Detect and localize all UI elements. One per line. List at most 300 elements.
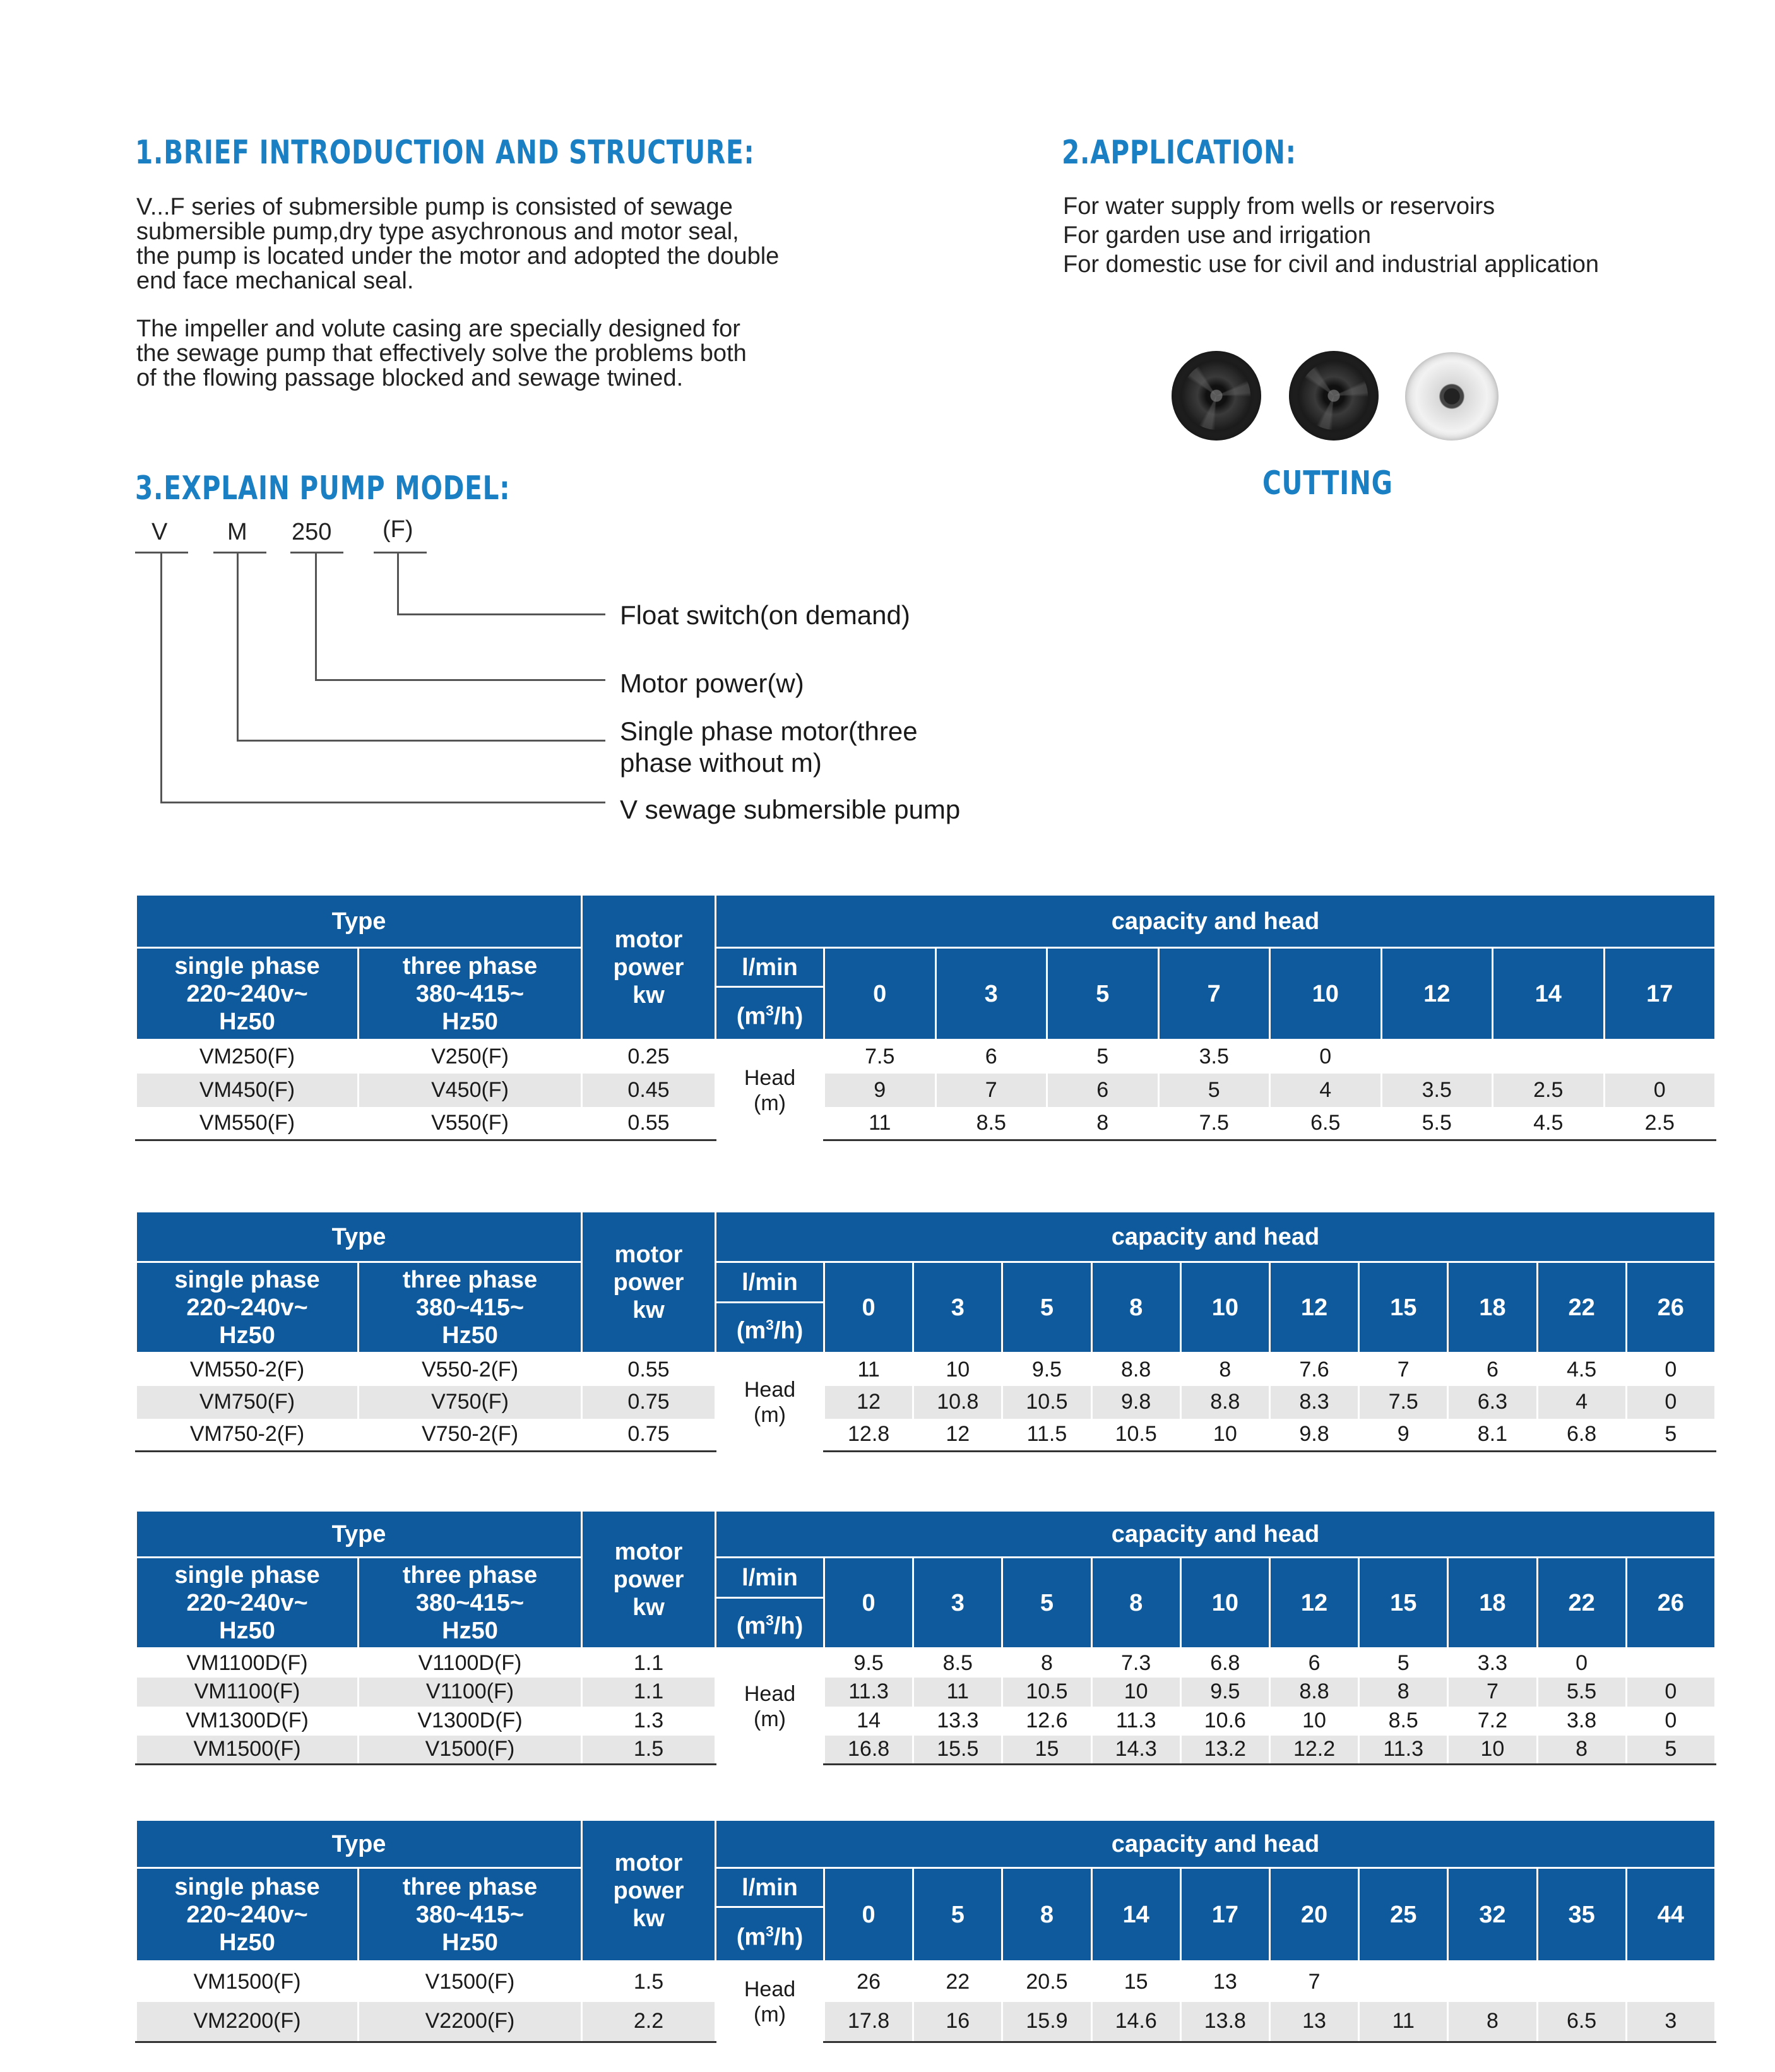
intro-p2-line: the sewage pump that effectively solve the problems both	[136, 340, 747, 367]
head-value: 6	[935, 1040, 1047, 1074]
flow-header: 0	[824, 1262, 913, 1353]
head-value: 8.5	[1359, 1707, 1448, 1736]
single-phase-header	[136, 948, 359, 1040]
head-value: 4	[1537, 1386, 1626, 1419]
intro-p1-line: end face mechanical seal.	[136, 268, 414, 294]
flow-header: 15	[1359, 1262, 1448, 1353]
head-value: 9.5	[1002, 1353, 1091, 1386]
single-phase-model: VM1300D(F)	[136, 1707, 359, 1736]
head-value: 0	[1626, 1386, 1715, 1419]
three-header-line: Hz50	[442, 1322, 498, 1349]
head-value: 15	[1002, 1736, 1091, 1765]
motor-header-line: power	[613, 1566, 684, 1593]
capacity-head-header: capacity and head	[716, 1511, 1716, 1558]
flow-header: 26	[1626, 1262, 1715, 1353]
application-item: For water supply from wells or reservoirs	[1063, 193, 1495, 220]
three-header-line: three phase	[402, 1266, 538, 1293]
head-value: 9.5	[824, 1649, 913, 1678]
motor-header-line: motor	[614, 1538, 683, 1565]
label-single-phase-2: phase without m)	[620, 748, 822, 778]
flow-header: 3	[935, 948, 1047, 1040]
head-value: 9.5	[1180, 1678, 1269, 1707]
head-value: 12	[913, 1419, 1002, 1452]
motor-header-line: kw	[632, 981, 665, 1009]
head-value: 6.8	[1537, 1419, 1626, 1452]
single-phase-model: VM750(F)	[136, 1386, 359, 1419]
three-phase-header	[359, 1868, 582, 1962]
head-value: 10	[1180, 1419, 1269, 1452]
head-value: 13	[1180, 1962, 1269, 2002]
head-value: 15.9	[1002, 2002, 1091, 2042]
flow-header: 8	[1091, 1558, 1180, 1649]
m3h-header	[716, 1598, 824, 1649]
intro-p1-line: V...F series of submersible pump is consisted of sewage	[136, 194, 733, 220]
head-value: 3.3	[1448, 1649, 1537, 1678]
flow-header: 3	[913, 1262, 1002, 1353]
head-label-line: (m)	[754, 1403, 786, 1428]
head-value: 8.3	[1269, 1386, 1358, 1419]
head-value: 2.5	[1493, 1074, 1605, 1107]
flow-header: 5	[1047, 948, 1159, 1040]
head-value: 16	[913, 2002, 1002, 2042]
m3h-text: (m	[736, 1613, 766, 1640]
single-header-line: 220~240v~	[186, 980, 308, 1007]
head-value: 10.5	[1091, 1419, 1180, 1452]
model-letter-250: 250	[292, 519, 332, 545]
intro-title: 1.BRIEF INTRODUCTION AND STRUCTURE:	[135, 134, 755, 172]
three-phase-model: V450(F)	[359, 1074, 582, 1107]
flow-header: 15	[1359, 1558, 1448, 1649]
capacity-head-header: capacity and head	[716, 895, 1716, 948]
model-underline-m	[213, 552, 266, 554]
motor-header-line: kw	[632, 1296, 665, 1323]
model-letter-f: (F)	[383, 516, 413, 543]
three-phase-header	[359, 948, 582, 1040]
head-value: 11.3	[1091, 1707, 1180, 1736]
head-value: 6.5	[1270, 1107, 1382, 1140]
m3h-header	[716, 987, 824, 1040]
head-value: 8.1	[1448, 1419, 1537, 1452]
motor-power-header	[582, 895, 716, 1040]
capacity-head-header: capacity and head	[716, 1212, 1716, 1262]
single-phase-header	[136, 1262, 359, 1353]
m3h-text: (m	[736, 1924, 766, 1951]
flow-header: 26	[1626, 1558, 1715, 1649]
head-value: 13	[1269, 2002, 1358, 2042]
intro-p2-line: of the flowing passage blocked and sewage twined.	[136, 365, 684, 391]
head-value: 26	[824, 1962, 913, 2002]
head-value: 5.5	[1381, 1107, 1493, 1140]
type-header: Type	[136, 1820, 582, 1868]
motor-header-line: kw	[632, 1594, 665, 1621]
motor-power-value: 1.3	[582, 1707, 716, 1736]
motor-header-line: power	[613, 1877, 684, 1904]
head-value: 2.5	[1604, 1107, 1716, 1140]
intro-p1-line: submersible pump,dry type asychronous and motor seal,	[136, 218, 739, 245]
head-value: 15.5	[913, 1736, 1002, 1765]
head-value: 8.5	[935, 1107, 1047, 1140]
head-value: 6	[1269, 1649, 1358, 1678]
table-row	[136, 1074, 1716, 1107]
lmin-header: l/min	[716, 948, 824, 987]
head-value: 4.5	[1493, 1107, 1605, 1140]
flow-header: 3	[913, 1558, 1002, 1649]
head-value: 12.6	[1002, 1707, 1091, 1736]
motor-power-value: 1.5	[582, 1736, 716, 1765]
head-value: 13.8	[1180, 2002, 1269, 2042]
flow-header: 0	[824, 948, 936, 1040]
leader-250-horizontal	[315, 679, 605, 681]
flow-header: 17	[1604, 948, 1716, 1040]
flow-header: 8	[1091, 1262, 1180, 1353]
flow-header: 0	[824, 1868, 913, 1962]
m3h-superscript: 3	[766, 1316, 774, 1333]
motor-header-line: kw	[632, 1905, 665, 1932]
head-value: 11	[913, 1678, 1002, 1707]
head-value: 17.8	[824, 2002, 913, 2042]
impeller-photo-1	[1172, 351, 1261, 441]
head-value	[1604, 1040, 1716, 1074]
head-value: 7.5	[1359, 1386, 1448, 1419]
head-value: 5	[1158, 1074, 1270, 1107]
single-phase-model: VM750-2(F)	[136, 1419, 359, 1452]
head-label-line: (m)	[754, 1091, 786, 1115]
single-header-line: 220~240v~	[186, 1589, 308, 1616]
table-row	[136, 1419, 1716, 1452]
head-value: 13.2	[1180, 1736, 1269, 1765]
head-value: 7	[1448, 1678, 1537, 1707]
head-value: 9	[824, 1074, 936, 1107]
head-value: 14.3	[1091, 1736, 1180, 1765]
flow-header: 5	[913, 1868, 1002, 1962]
lmin-header: l/min	[716, 1262, 824, 1303]
three-phase-header	[359, 1558, 582, 1649]
single-phase-model: VM1500(F)	[136, 1736, 359, 1765]
head-value: 22	[913, 1962, 1002, 2002]
head-value: 20.5	[1002, 1962, 1091, 2002]
head-value: 6	[1448, 1353, 1537, 1386]
head-value: 3.5	[1158, 1040, 1270, 1074]
head-value	[1448, 1962, 1537, 2002]
table-row	[136, 1736, 1716, 1765]
intro-p1-line: the pump is located under the motor and adopted the double	[136, 243, 780, 269]
flow-header: 5	[1002, 1262, 1091, 1353]
three-phase-model: V250(F)	[359, 1040, 582, 1074]
label-single-phase-1: Single phase motor(three	[620, 716, 918, 746]
application-list	[1063, 192, 1599, 279]
three-phase-model: V550(F)	[359, 1107, 582, 1140]
single-header-line: single phase	[174, 952, 320, 980]
head-value: 7.3	[1091, 1649, 1180, 1678]
table-row	[136, 1678, 1716, 1707]
application-title: 2.APPLICATION:	[1062, 134, 1297, 172]
flow-header: 18	[1448, 1262, 1537, 1353]
table-row	[136, 1707, 1716, 1736]
head-value: 15	[1091, 1962, 1180, 2002]
head-value: 12.8	[824, 1419, 913, 1452]
three-phase-model: V550-2(F)	[359, 1353, 582, 1386]
motor-power-value: 0.55	[582, 1107, 716, 1140]
motor-power-value: 0.75	[582, 1419, 716, 1452]
head-value: 6	[1047, 1074, 1159, 1107]
table-row	[136, 2002, 1716, 2042]
spec-table-2	[135, 1211, 1716, 1452]
type-header: Type	[136, 1511, 582, 1558]
leader-m-horizontal	[237, 740, 605, 742]
head-label-line: Head	[744, 1682, 796, 1707]
three-header-line: three phase	[402, 952, 538, 980]
flow-header: 0	[824, 1558, 913, 1649]
head-value: 8	[1002, 1649, 1091, 1678]
spec-table-4	[135, 1819, 1716, 2043]
flow-header: 7	[1158, 948, 1270, 1040]
head-value: 0	[1537, 1649, 1626, 1678]
m3h-superscript: 3	[766, 1611, 774, 1628]
single-header-line: single phase	[174, 1266, 320, 1293]
head-value: 0	[1604, 1074, 1716, 1107]
table-row	[136, 1386, 1716, 1419]
head-value: 0	[1626, 1678, 1715, 1707]
model-letter-v: V	[151, 519, 168, 545]
head-value: 8	[1047, 1107, 1159, 1140]
intro-p2-line: The impeller and volute casing are specially designed for	[136, 316, 740, 342]
head-value: 4	[1270, 1074, 1382, 1107]
single-phase-model: VM550-2(F)	[136, 1353, 359, 1386]
motor-power-value: 1.5	[582, 1962, 716, 2002]
flow-header: 12	[1381, 948, 1493, 1040]
flow-header: 12	[1269, 1262, 1358, 1353]
three-header-line: 380~415~	[415, 1901, 525, 1928]
head-label-line: Head	[744, 1065, 796, 1090]
application-item: For domestic use for civil and industrial application	[1063, 251, 1600, 278]
motor-power-value: 1.1	[582, 1649, 716, 1678]
flow-header: 18	[1448, 1558, 1537, 1649]
table-row	[136, 1040, 1716, 1074]
head-value: 7	[1269, 1962, 1358, 2002]
motor-power-header	[582, 1511, 716, 1649]
three-header-line: Hz50	[442, 1929, 498, 1956]
capacity-head-header: capacity and head	[716, 1820, 1716, 1868]
motor-header-line: motor	[614, 1241, 683, 1268]
m3h-text: (m	[736, 1003, 766, 1030]
model-title: 3.EXPLAIN PUMP MODEL:	[135, 470, 511, 507]
flow-header: 22	[1537, 1558, 1626, 1649]
head-value: 7.2	[1448, 1707, 1537, 1736]
three-phase-model: V1300D(F)	[359, 1707, 582, 1736]
head-value: 8	[1359, 1678, 1448, 1707]
three-phase-model: V1500(F)	[359, 1736, 582, 1765]
head-label	[716, 1962, 824, 2042]
single-phase-model: VM450(F)	[136, 1074, 359, 1107]
impeller-photo-2	[1289, 351, 1379, 441]
leader-f-vertical	[397, 553, 399, 615]
three-phase-model: V750(F)	[359, 1386, 582, 1419]
intro-paragraph-1	[136, 195, 779, 293]
head-value: 7.6	[1269, 1353, 1358, 1386]
head-value: 12	[824, 1386, 913, 1419]
head-value: 8.8	[1180, 1386, 1269, 1419]
motor-power-value: 0.45	[582, 1074, 716, 1107]
head-label-line: (m)	[754, 1707, 786, 1732]
flow-header: 10	[1180, 1558, 1269, 1649]
head-value: 8.5	[913, 1649, 1002, 1678]
head-value: 0	[1626, 1707, 1715, 1736]
flow-header: 8	[1002, 1868, 1091, 1962]
intro-paragraph-2	[136, 317, 747, 391]
head-value: 12.2	[1269, 1736, 1358, 1765]
leader-m-vertical	[237, 553, 239, 741]
motor-header-line: motor	[614, 1849, 683, 1876]
head-label	[716, 1649, 824, 1765]
motor-power-value: 1.1	[582, 1678, 716, 1707]
head-value: 5	[1047, 1040, 1159, 1074]
head-value: 8	[1180, 1353, 1269, 1386]
table-row	[136, 1107, 1716, 1140]
label-float-switch: Float switch(on demand)	[620, 600, 910, 630]
head-value: 10	[1091, 1678, 1180, 1707]
head-value: 9	[1359, 1419, 1448, 1452]
head-value: 13.3	[913, 1707, 1002, 1736]
three-header-line: Hz50	[442, 1008, 498, 1035]
head-value: 10	[913, 1353, 1002, 1386]
head-value: 8	[1537, 1736, 1626, 1765]
m3h-superscript: 3	[766, 1002, 774, 1019]
m3h-text: /h)	[773, 1003, 804, 1030]
motor-power-value: 0.75	[582, 1386, 716, 1419]
head-value: 10.5	[1002, 1678, 1091, 1707]
head-value: 10	[1269, 1707, 1358, 1736]
head-value: 10.6	[1180, 1707, 1269, 1736]
single-phase-header	[136, 1868, 359, 1962]
flow-header: 10	[1180, 1262, 1269, 1353]
flow-header: 20	[1269, 1868, 1358, 1962]
three-phase-model: V1100(F)	[359, 1678, 582, 1707]
three-phase-model: V750-2(F)	[359, 1419, 582, 1452]
leader-f-horizontal	[397, 613, 605, 615]
head-value: 5.5	[1537, 1678, 1626, 1707]
single-header-line: Hz50	[219, 1929, 275, 1956]
motor-power-header	[582, 1820, 716, 1962]
head-value: 3.5	[1381, 1074, 1493, 1107]
flow-header: 14	[1493, 948, 1605, 1040]
spec-table-1	[135, 894, 1716, 1141]
spec-table-3	[135, 1510, 1716, 1765]
leader-v-horizontal	[160, 802, 605, 803]
single-header-line: single phase	[174, 1561, 320, 1589]
table-row	[136, 1353, 1716, 1386]
m3h-text: (m	[736, 1317, 766, 1344]
motor-header-line: power	[613, 954, 684, 981]
head-value: 11.3	[1359, 1736, 1448, 1765]
single-phase-model: VM1500(F)	[136, 1962, 359, 2002]
three-header-line: three phase	[402, 1873, 538, 1900]
three-phase-header	[359, 1262, 582, 1353]
head-value: 10.8	[913, 1386, 1002, 1419]
flow-header: 22	[1537, 1262, 1626, 1353]
label-sewage-pump: V sewage submersible pump	[620, 795, 961, 824]
head-value	[1381, 1040, 1493, 1074]
flow-header: 25	[1359, 1868, 1448, 1962]
label-motor-power: Motor power(w)	[620, 668, 804, 698]
head-value: 16.8	[824, 1736, 913, 1765]
flow-header: 44	[1626, 1868, 1715, 1962]
cutting-caption: CUTTING	[1262, 465, 1393, 502]
head-value: 11.5	[1002, 1419, 1091, 1452]
head-value: 6.3	[1448, 1386, 1537, 1419]
single-phase-model: VM550(F)	[136, 1107, 359, 1140]
head-value: 8.8	[1091, 1353, 1180, 1386]
three-header-line: 380~415~	[415, 1294, 525, 1321]
head-value	[1493, 1040, 1605, 1074]
head-value: 4.5	[1537, 1353, 1626, 1386]
m3h-text: /h)	[773, 1317, 804, 1344]
lmin-header: l/min	[716, 1868, 824, 1907]
three-header-line: 380~415~	[415, 1589, 525, 1616]
head-value: 11	[824, 1107, 936, 1140]
head-value: 11.3	[824, 1678, 913, 1707]
motor-header-line: power	[613, 1269, 684, 1296]
leader-250-vertical	[315, 553, 317, 680]
head-value: 11	[824, 1353, 913, 1386]
three-phase-model: V2200(F)	[359, 2002, 582, 2042]
head-value: 7	[935, 1074, 1047, 1107]
flow-header: 32	[1448, 1868, 1537, 1962]
head-value: 7.5	[1158, 1107, 1270, 1140]
m3h-text: /h)	[773, 1924, 804, 1951]
flow-header: 14	[1091, 1868, 1180, 1962]
flow-header: 35	[1537, 1868, 1626, 1962]
table-row	[136, 1649, 1716, 1678]
head-value: 10	[1448, 1736, 1537, 1765]
m3h-text: /h)	[773, 1613, 804, 1640]
motor-power-value: 2.2	[582, 2002, 716, 2042]
motor-power-header	[582, 1212, 716, 1353]
head-value: 7	[1359, 1353, 1448, 1386]
single-phase-header	[136, 1558, 359, 1649]
m3h-superscript: 3	[766, 1922, 774, 1939]
m3h-header	[716, 1907, 824, 1962]
model-underline-f	[374, 552, 427, 554]
head-label-line: Head	[744, 1977, 796, 2002]
single-header-line: Hz50	[219, 1617, 275, 1644]
head-value: 6.8	[1180, 1649, 1269, 1678]
head-label-line: (m)	[754, 2003, 786, 2027]
model-letter-m: M	[227, 519, 247, 545]
head-value: 5	[1626, 1419, 1715, 1452]
motor-power-value: 0.55	[582, 1353, 716, 1386]
head-value: 0	[1626, 1353, 1715, 1386]
type-header: Type	[136, 895, 582, 948]
table-row	[136, 1962, 1716, 2002]
head-value: 10.5	[1002, 1386, 1091, 1419]
head-value: 14.6	[1091, 2002, 1180, 2042]
single-phase-model: VM1100(F)	[136, 1678, 359, 1707]
head-value: 9.8	[1269, 1419, 1358, 1452]
head-value: 5	[1359, 1649, 1448, 1678]
lmin-header: l/min	[716, 1558, 824, 1598]
single-header-line: 220~240v~	[186, 1294, 308, 1321]
head-label	[716, 1353, 824, 1452]
leader-v-vertical	[160, 553, 162, 803]
model-underline-250	[290, 552, 343, 554]
three-phase-model: V1500(F)	[359, 1962, 582, 2002]
single-header-line: single phase	[174, 1873, 320, 1900]
three-header-line: 380~415~	[415, 980, 525, 1007]
single-header-line: 220~240v~	[186, 1901, 308, 1928]
flow-header: 12	[1269, 1558, 1358, 1649]
flow-header: 5	[1002, 1558, 1091, 1649]
head-value: 9.8	[1091, 1386, 1180, 1419]
